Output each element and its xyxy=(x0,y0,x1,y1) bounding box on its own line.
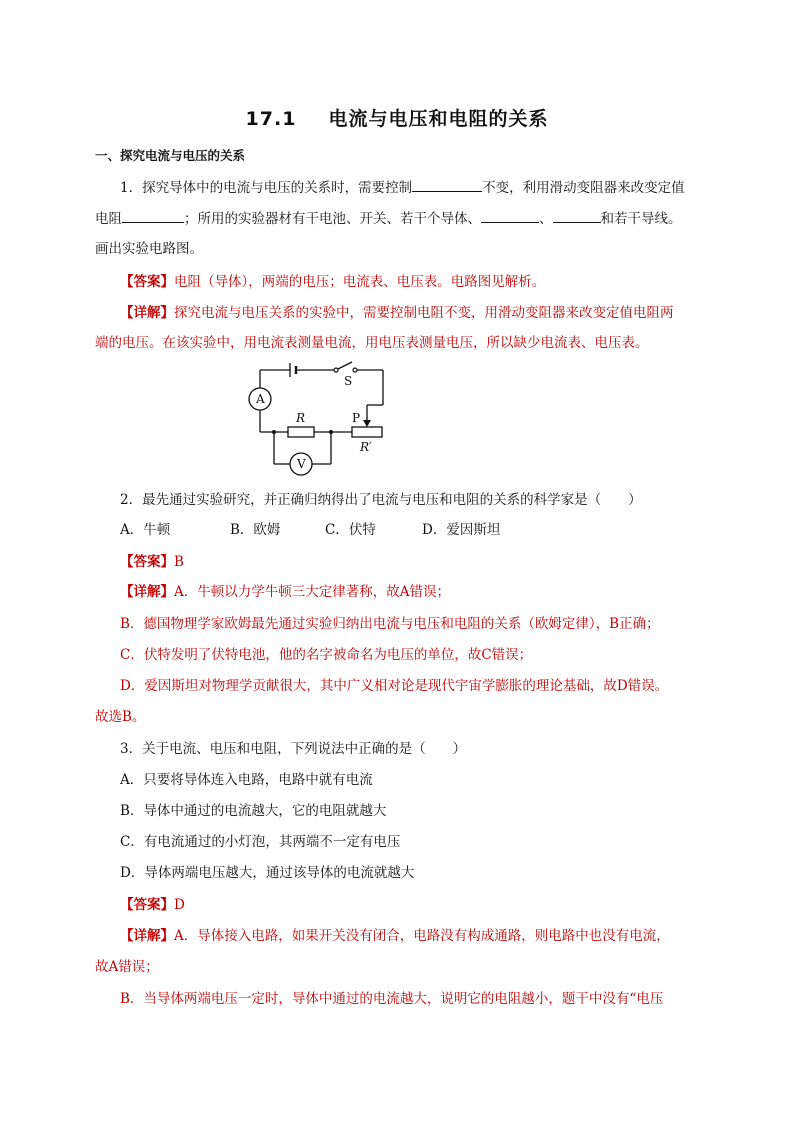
q1-line1: 1．探究导体中的电流与电压的关系时，需要控制 不变，利用滑动变阻器来改变定值 xyxy=(120,180,685,196)
blank-2 xyxy=(122,209,184,223)
q2-option-a: A．牛顿 xyxy=(120,522,171,538)
q2-detail-b: B．德国物理学家欧姆最先通过实验归纳出电流与电压和电阻的关系（欧姆定律），B正确； xyxy=(120,616,660,632)
rheostat-r-prime xyxy=(352,427,382,437)
answer-tag: 【答案】 xyxy=(120,274,174,290)
blank-4 xyxy=(553,209,601,223)
section-heading: 一、探究电流与电压的关系 xyxy=(95,148,246,163)
q1-detail-line1: 【详解】探究电流与电压关系的实验中，需要控制电阻不变，用滑动变阻器来改变定值电阻两 xyxy=(120,305,674,321)
q2-conclusion: 故选B。 xyxy=(95,709,146,725)
resistor-label: R xyxy=(296,411,306,425)
q2-options xyxy=(120,518,500,538)
q2-detail-a: 【详解】A．牛顿以力学牛顿三大定律著称，故A错误； xyxy=(120,584,450,600)
detail-tag: 【详解】 xyxy=(120,584,174,600)
q3-option-a: A．只要将导体连入电路，电路中就有电流 xyxy=(120,772,373,788)
switch-blade xyxy=(336,362,352,370)
detail-tag: 【详解】 xyxy=(120,305,174,321)
q2-option-c: C．伏特 xyxy=(325,522,376,538)
q2-option-b: B．欧姆 xyxy=(230,522,281,538)
q1-answer xyxy=(120,270,545,290)
rheostat-label: R′ xyxy=(360,440,372,454)
answer-tag: 【答案】 xyxy=(120,554,174,570)
q3-detail-a1: 【详解】A．导体接入电路，如果开关没有闭合，电路没有构成通路，则电路中也没有电流， xyxy=(120,928,670,944)
slider-arrow-head xyxy=(363,420,371,427)
q1-line3: 画出实验电路图。 xyxy=(95,241,203,257)
q3-option-d: D．导体两端电压越大，通过该导体的电流就越大 xyxy=(120,865,415,881)
q1-line2: 电阻 ；所用的实验器材有干电池、开关、若干个导体、 、 和若干导线。 xyxy=(95,211,682,227)
q3-stem: 3．关于电流、电压和电阻，下列说法中正确的是（ ） xyxy=(120,741,467,757)
q2-option-d: D．爱因斯坦 xyxy=(422,522,501,538)
blank-1 xyxy=(412,178,482,192)
voltmeter-label: V xyxy=(297,457,306,471)
answer-text: B xyxy=(174,554,184,570)
chapter-title: 电流与电压和电阻的关系 xyxy=(328,108,549,130)
ammeter-label: A xyxy=(256,392,265,406)
q2-answer xyxy=(120,550,184,570)
q2-stem: 2．最先通过实验研究，并正确归纳得出了电流与电压和电阻的关系的科学家是（ ） xyxy=(120,492,642,508)
circuit-diagram xyxy=(240,360,400,480)
q3-detail-b: B．当导体两端电压一定时，导体中通过的电流越大，说明它的电阻越小，题干中没有“电压 xyxy=(120,991,664,1007)
blank-3 xyxy=(481,209,539,223)
detail-tag: 【详解】 xyxy=(120,928,174,944)
answer-tag: 【答案】 xyxy=(120,897,174,913)
q3-option-b: B．导体中通过的电流越大，它的电阻就越大 xyxy=(120,803,387,819)
resistor-r xyxy=(288,427,314,437)
q2-detail-d: D．爱因斯坦对物理学贡献很大，其中广义相对论是现代宇宙学膨胀的理论基础，故D错误。 xyxy=(120,678,669,694)
switch-contact-right xyxy=(353,368,357,372)
chapter-number: 17.1 xyxy=(245,108,297,130)
q2-detail-c: C．伏特发明了伏特电池，他的名字被命名为电压的单位，故C错误； xyxy=(120,647,533,663)
junction-right xyxy=(329,430,333,434)
switch-label: S xyxy=(344,374,353,388)
q3-detail-a2: 故A错误； xyxy=(95,959,159,975)
answer-text: 电阻（导体），两端的电压；电流表、电压表。电路图见解析。 xyxy=(174,274,546,290)
q1-detail-line2: 端的电压。在该实验中，用电流表测量电流，用电压表测量电压，所以缺少电流表、电压表。 xyxy=(95,335,649,351)
q3-option-c: C．有电流通过的小灯泡，其两端不一定有电压 xyxy=(120,834,401,850)
page-title xyxy=(0,104,794,131)
slider-label: P xyxy=(352,411,361,425)
q3-answer xyxy=(120,893,185,913)
answer-text: D xyxy=(174,897,185,913)
junction-left xyxy=(272,430,276,434)
switch-contact-left xyxy=(334,368,338,372)
